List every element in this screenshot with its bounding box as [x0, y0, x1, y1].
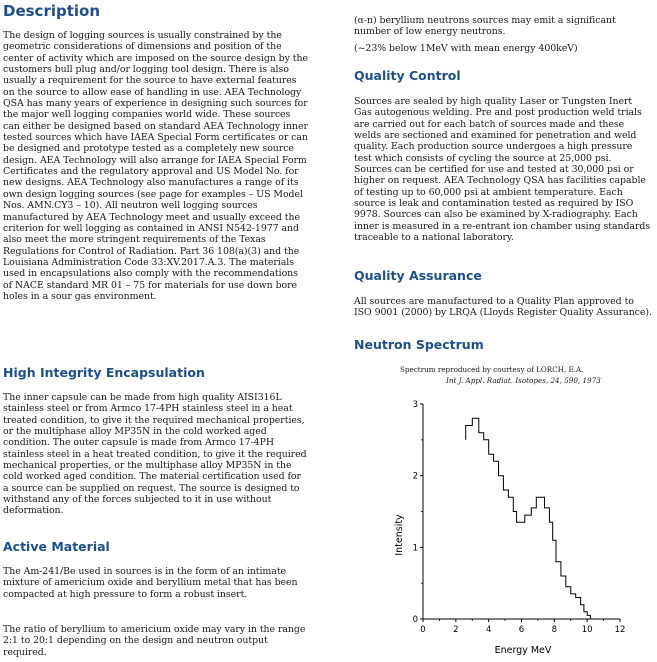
- chart-citation-line: Int J. Appl. Radiat. Isotopes, 24, 590, 1973: [446, 376, 601, 385]
- x-tick-label: 8: [551, 625, 558, 635]
- x-tick-label: 6: [518, 625, 525, 635]
- quality-assurance-heading: Quality Assurance: [354, 268, 482, 283]
- active-material-paragraph-2: The ratio of beryllium to americium oxide may vary in the range 2:1 to 20:1 depending on the design and neutron output required.: [3, 624, 306, 658]
- quality-control-heading: Quality Control: [354, 68, 461, 83]
- spectrum-series-line: [466, 418, 591, 619]
- y-axis-label: Intensity: [394, 514, 405, 556]
- continuation-energy-note: (~23% below 1MeV with mean energy 400keV): [354, 43, 578, 54]
- y-tick-label: 3: [412, 400, 418, 410]
- x-tick-label: 12: [614, 625, 626, 635]
- quality-assurance-paragraph: All sources are manufactured to a Quality Plan approved to ISO 9001 (2000) by LRQA (Lloyds Register Quality Assurance).: [354, 296, 652, 319]
- quality-control-paragraph: Sources are sealed by high quality Laser or Tungsten Inert Gas autogenous welding. Pre and post production weld trials are carried out for each batch of sources made and these welds are sectioned and examined for penetration and weld quality. Each production source undergoes a high pressure test which consists of cycling the source at 25,000 psi. Sources can be certified for use and tested at 30,000 psi or higher on request. AEA Technology QSA has facilities capable of testing up to 60,000 psi at ambient temperature. Each source is leak and contamination tested as required by ISO 9978. Sources can also be examined by X-radiography. Each inner is measured in a re-entrant ion chamber using standards traceable to a national laboratory.: [354, 96, 651, 244]
- neutron-spectrum-chart: [380, 360, 650, 660]
- x-tick-label: 10: [581, 625, 593, 635]
- neutron-spectrum-heading: Neutron Spectrum: [354, 337, 484, 352]
- x-tick-label: 0: [420, 625, 426, 635]
- spectrum-plot: [380, 360, 650, 660]
- active-material-heading: Active Material: [3, 539, 110, 554]
- x-tick-label: 4: [485, 625, 492, 635]
- description-paragraph: The design of logging sources is usually constrained by the geometric considerations of dimensions and position of the center of activity which are imposed on the source design by the customers bull plug and/or logging tool design. There is also usually a requirement for the source to have external features on the source to allow ease of handling in use. AEA Technology QSA has many years of experience in designing such sources for the major well logging companies world wide. These sources can either be designed based on standard AEA Technology inner tested sources which have IAEA Special Form certificates or can be designed and prototype tested as a completely new source design. AEA Technology will also arrange for IAEA Special Form Certificates and the regulatory approval and US Model No. for new designs. AEA Technology also manufactures a range of its own design logging sources (see page for examples – US Model Nos. AMN.CY3 – 10). All neutron well logging sources manufactured by AEA Technology meet and usually exceed the criterion for well logging as contained in ANSI N542-1977 and also meet the more stringent requirements of the Texas Regulations for Control of Radiation. Part 36 108(a)(3) and the Louisiana Administration Code 33:XV.2017.A.3. The materials used in encapsulations also comply with the recommendations of NACE standard MR 01 – 75 for materials for use down bore holes in a sour gas environment.: [3, 30, 309, 302]
- encapsulation-paragraph: The inner capsule can be made from high quality AISI316L stainless steel or from Armco 17-4PH stainless steel in a heat treated condition, to give it the required mechanical properties, or the multiphase alloy MP35N in the cold worked aged condition. The outer capsule is made from Armco 17-4PH stainless steel in a heat treated condition, to give it the required mechanical properties, or the multiphase alloy MP35N in the cold worked aged condition. The material certification used for a source can be supplied on request. The source is designed to withstand any of the forces subjected to it in use without deformation.: [3, 392, 307, 517]
- y-tick-label: 2: [412, 471, 418, 482]
- continuation-paragraph: (α-n) beryllium neutrons sources may emit a significant number of low energy neutrons.: [354, 15, 616, 38]
- y-tick-label: 0: [412, 615, 418, 625]
- x-tick-label: 2: [453, 625, 459, 635]
- chart-credit-line: Spectrum reproduced by courtesy of LORCH, E.A.: [400, 365, 584, 374]
- active-material-paragraph-1: The Am-241/Be used in sources is in the form of an intimate mixture of americium oxide and beryllium metal that has been compacted at high pressure to form a robust insert.: [3, 566, 298, 600]
- encapsulation-heading: High Integrity Encapsulation: [3, 365, 205, 380]
- description-heading: Description: [3, 2, 101, 20]
- x-axis-label: Energy MeV: [494, 645, 552, 656]
- y-tick-label: 1: [412, 543, 418, 554]
